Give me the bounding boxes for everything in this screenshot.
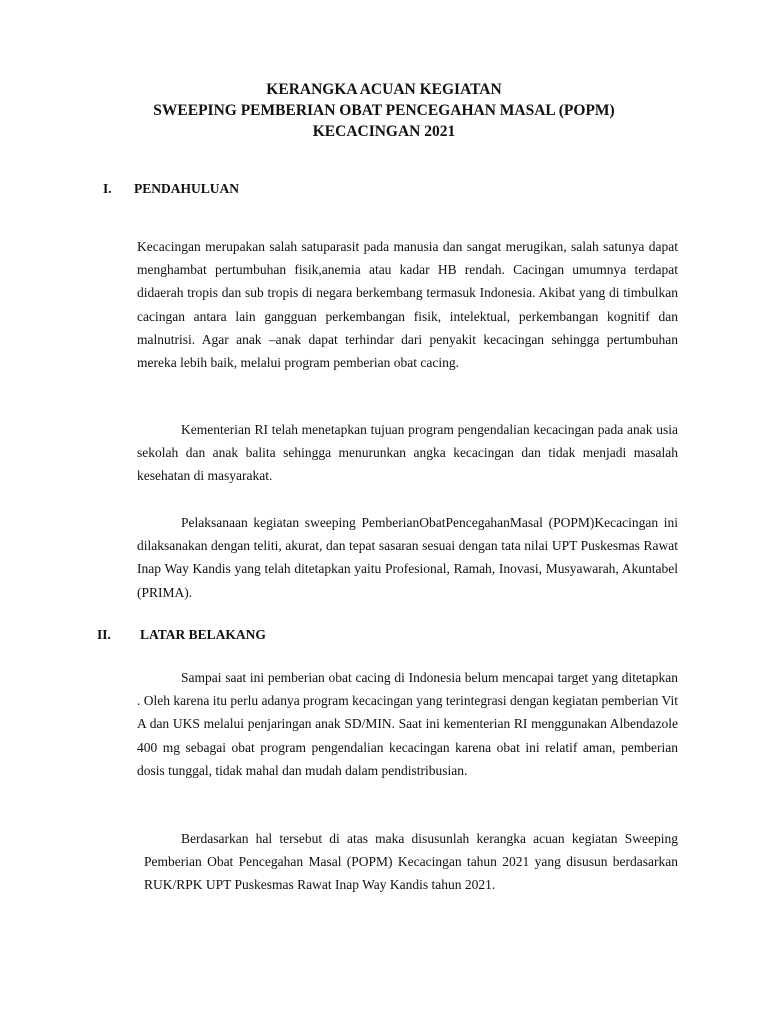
section-1-heading: PENDAHULUAN <box>134 181 240 196</box>
document-title-line-1: KERANGKA ACUAN KEGIATAN <box>266 81 502 98</box>
section-1-paragraph-1: Kecacingan merupakan salah satuparasit pada manusia dan sangat merugikan, salah satunya dapat menghambat pertumbuhan fisik,anemia atau kadar HB rendah. Cacingan umumnya terdapat didaerah tropis dan sub tropis di negara berkembang termasuk Indonesia. Akibat yang di timbulkan cacingan antara lain gangguan perkembangan fisik, intelektual, perkembangan kognitif dan malnutrisi. Agar anak –anak dapat terhindar dari penyakit kecacingan sehingga pertumbuhan mereka lebih baik, melalui program pemberian obat cacing. <box>137 239 678 371</box>
section-2-heading: LATAR BELAKANG <box>140 627 266 642</box>
section-2-number: II. <box>97 627 111 642</box>
document-title-line-2: SWEEPING PEMBERIAN OBAT PENCEGAHAN MASAL (POPM) <box>153 102 615 119</box>
section-2-paragraph-2: Berdasarkan hal tersebut di atas maka disusunlah kerangka acuan kegiatan Sweeping Pemberian Obat Pencegahan Masal (POPM) Kecacingan tahun 2021 yang disusun berdasarkan RUK/RPK UPT Puskesmas Rawat Inap Way Kandis tahun 2021. <box>144 831 678 893</box>
section-1-number: I. <box>103 181 112 196</box>
section-1-paragraph-3: Pelaksanaan kegiatan sweeping PemberianObatPencegahanMasal (POPM)Kecacingan ini dilaksanakan dengan teliti, akurat, dan tepat sasaran sesuai dengan tata nilai UPT Puskesmas Rawat Inap Way Kandis yang telah ditetapkan yaitu Profesional, Ramah, Inovasi, Musyawarah, Akuntabel (PRIMA). <box>137 515 678 600</box>
section-2-paragraph-1: Sampai saat ini pemberian obat cacing di Indonesia belum mencapai target yang ditetapkan . Oleh karena itu perlu adanya program kecacingan yang terintegrasi dengan kegiatan pemberian Vit A dan UKS melalui penjaringan anak SD/MIN. Saat ini kementerian RI menggunakan Albendazole 400 mg sebagai obat program pengendalian kecacingan karena obat ini relatif aman, pemberian dosis tunggal, tidak mahal dan mudah dalam pendistribusian. <box>137 670 678 778</box>
document-title-line-3: KECACINGAN 2021 <box>312 123 456 140</box>
section-1-paragraph-2: Kementerian RI telah menetapkan tujuan program pengendalian kecacingan pada anak usia sekolah dan anak balita sehingga menurunkan angka kecacingan dan tidak menjadi masalah kesehatan di masyarakat. <box>137 422 678 484</box>
